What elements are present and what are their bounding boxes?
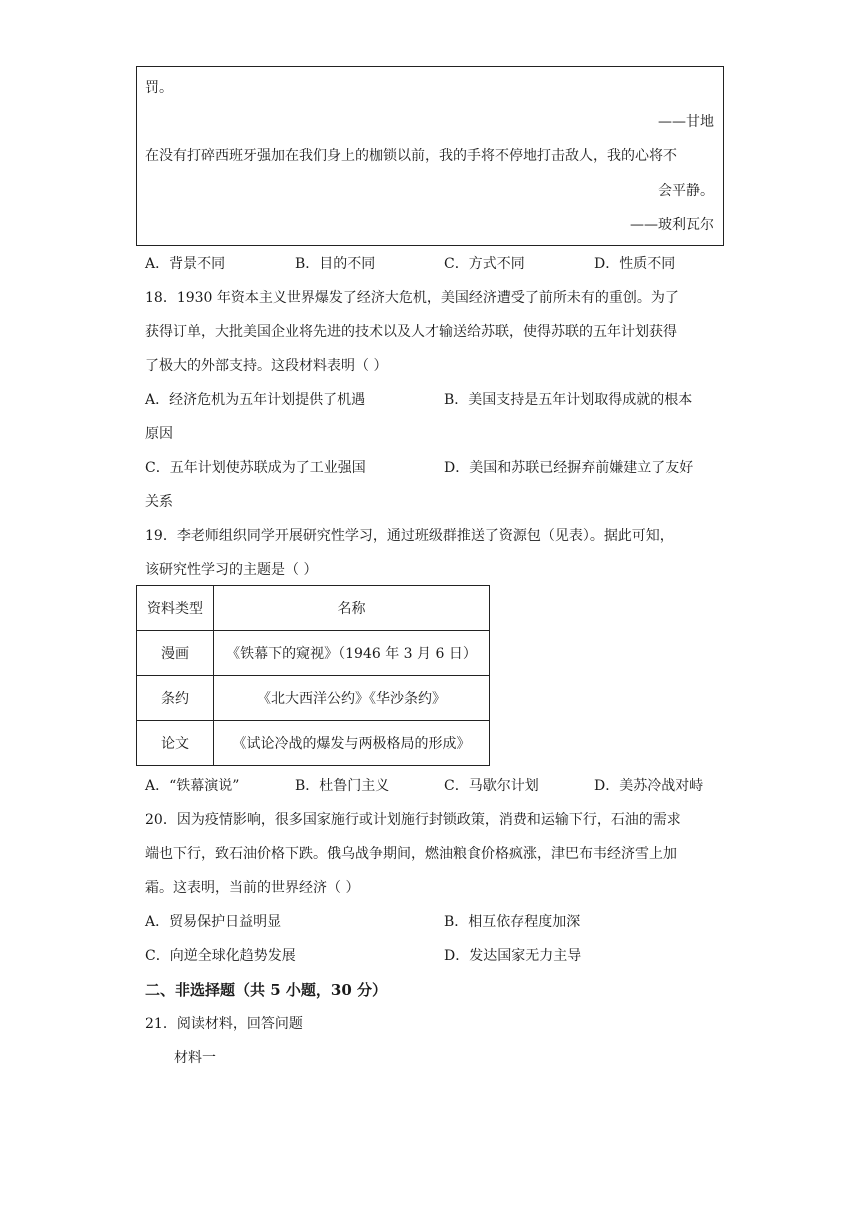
q19-stem: 该研究性学习的主题是（ ） bbox=[145, 562, 318, 578]
q19-option-c[interactable]: C．马歇尔计划 bbox=[444, 778, 539, 794]
q21-stem: 21．阅读材料，回答问题 bbox=[145, 1016, 303, 1032]
q17-option-a[interactable]: A．背景不同 bbox=[145, 256, 226, 272]
q20-option-d[interactable]: D．发达国家无力主导 bbox=[444, 948, 582, 964]
quote-line: 罚。 bbox=[145, 80, 173, 96]
q18-stem: 了极大的外部支持。这段材料表明（ ） bbox=[145, 358, 388, 374]
section-heading: 二、非选择题（共 5 小题，30 分） bbox=[145, 981, 387, 999]
resource-table bbox=[136, 585, 490, 766]
table-cell: 条约 bbox=[137, 676, 214, 721]
quote-line: 会平静。 bbox=[658, 183, 714, 199]
q18-option-b[interactable]: B．美国支持是五年计划取得成就的根本 bbox=[444, 392, 693, 408]
table-cell: 《试论冷战的爆发与两极格局的形成》 bbox=[214, 721, 490, 766]
q20-option-a[interactable]: A．贸易保护日益明显 bbox=[145, 914, 282, 930]
table-header: 名称 bbox=[214, 586, 490, 631]
table-cell: 《铁幕下的窥视》（1946 年 3 月 6 日） bbox=[214, 631, 490, 676]
q19-option-d[interactable]: D．美苏冷战对峙 bbox=[594, 778, 704, 794]
q18-option-d[interactable]: D．美国和苏联已经摒弃前嫌建立了友好 bbox=[444, 460, 694, 476]
q17-option-d[interactable]: D．性质不同 bbox=[594, 256, 676, 272]
q19-stem: 19．李老师组织同学开展研究性学习，通过班级群推送了资源包（见表）。据此可知， bbox=[145, 528, 674, 544]
q20-stem: 20．因为疫情影响，很多国家施行或计划施行封锁政策，消费和运输下行，石油的需求 bbox=[145, 812, 681, 828]
quote-attribution-bolivar: ——玻利瓦尔 bbox=[630, 217, 714, 233]
table-cell: 《北大西洋公约》《华沙条约》 bbox=[214, 676, 490, 721]
q20-option-c[interactable]: C．向逆全球化趋势发展 bbox=[145, 948, 296, 964]
quote-line: 在没有打碎西班牙强加在我们身上的枷锁以前，我的手将不停地打击敌人，我的心将不 bbox=[145, 148, 677, 164]
q18-option-c[interactable]: C．五年计划使苏联成为了工业强国 bbox=[145, 460, 366, 476]
q20-stem: 端也下行，致石油价格下跌。俄乌战争期间，燃油粮食价格疯涨，津巴布韦经济雪上加 bbox=[145, 846, 677, 862]
q18-stem: 获得订单，大批美国企业将先进的技术以及人才输送给苏联，使得苏联的五年计划获得 bbox=[145, 324, 677, 340]
q17-option-b[interactable]: B．目的不同 bbox=[295, 256, 376, 272]
table-cell: 漫画 bbox=[137, 631, 214, 676]
q20-stem: 霜。这表明，当前的世界经济（ ） bbox=[145, 880, 360, 896]
q19-option-b[interactable]: B．杜鲁门主义 bbox=[295, 778, 390, 794]
material-label: 材料一 bbox=[174, 1050, 216, 1066]
table-cell: 论文 bbox=[137, 721, 214, 766]
q18-option-a[interactable]: A．经济危机为五年计划提供了机遇 bbox=[145, 392, 366, 408]
q19-option-a[interactable]: A．“铁幕演说” bbox=[145, 778, 240, 794]
table-row bbox=[137, 676, 490, 721]
q18-option-d-cont: 关系 bbox=[145, 494, 173, 510]
quote-attribution-gandhi: ——甘地 bbox=[658, 114, 714, 130]
q18-stem: 18．1930 年资本主义世界爆发了经济大危机，美国经济遭受了前所未有的重创。为了 bbox=[145, 290, 679, 306]
table-header-row bbox=[137, 586, 490, 631]
table-row bbox=[137, 721, 490, 766]
table-header: 资料类型 bbox=[137, 586, 214, 631]
q18-option-b-cont: 原因 bbox=[145, 426, 173, 442]
table-row bbox=[137, 631, 490, 676]
q17-option-c[interactable]: C．方式不同 bbox=[444, 256, 525, 272]
q20-option-b[interactable]: B．相互依存程度加深 bbox=[444, 914, 581, 930]
